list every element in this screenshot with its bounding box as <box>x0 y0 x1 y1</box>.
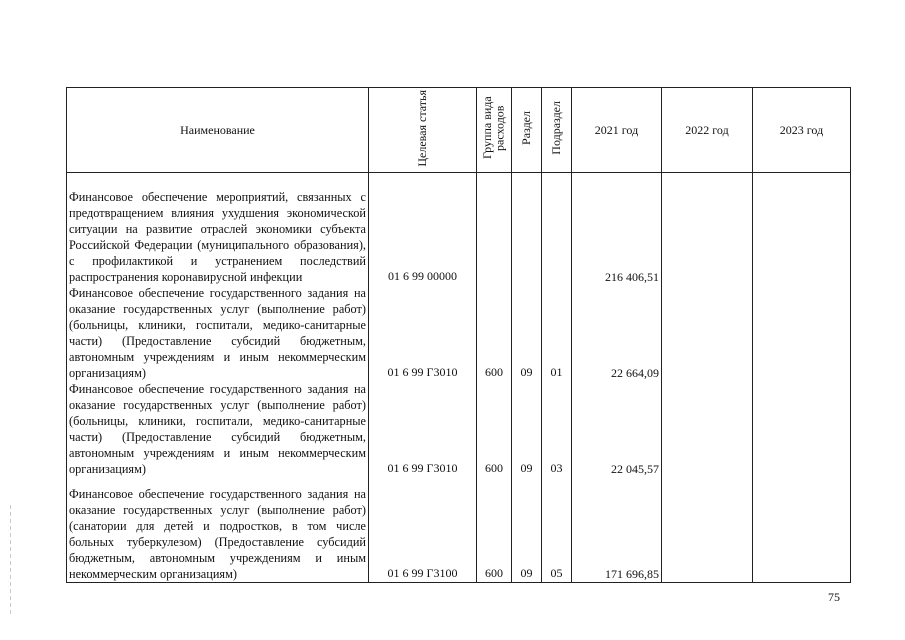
header-row <box>67 88 851 173</box>
header-section: Раздел <box>512 88 542 173</box>
row-target-article: 01 6 99 Г3100 <box>369 477 477 583</box>
header-subsection: Подраздел <box>542 88 572 173</box>
row-name: Финансовое обеспечение мероприятий, связанных с предотвращением влияния ухудшения экономической ситуации на развитие отраслей экономики субъекта Российской Федерации (муниципального образования), с профилактикой и устранением последствий распространения коронавирусной инфекции <box>67 173 369 285</box>
row-expense-group: 600 <box>477 285 512 381</box>
row-2022 <box>662 285 753 381</box>
header-expense-group: Группа вида расходов <box>477 88 512 173</box>
row-2021: 216 406,51 <box>572 173 662 285</box>
row-section: 09 <box>512 285 542 381</box>
row-2023 <box>753 173 851 285</box>
row-2021: 22 664,09 <box>572 285 662 381</box>
row-2022 <box>662 381 753 477</box>
row-section: 09 <box>512 477 542 583</box>
row-2023 <box>753 285 851 381</box>
table-row <box>67 381 851 477</box>
header-target-article: Целевая статья <box>369 88 477 173</box>
row-target-article: 01 6 99 Г3010 <box>369 381 477 477</box>
budget-table <box>66 87 851 583</box>
row-2021: 171 696,85 <box>572 477 662 583</box>
row-2022 <box>662 477 753 583</box>
row-expense-group: 600 <box>477 477 512 583</box>
header-2023: 2023 год <box>753 88 851 173</box>
scan-margin-line <box>10 505 11 615</box>
header-name: Наименование <box>67 88 369 173</box>
row-2022 <box>662 173 753 285</box>
row-name: Финансовое обеспечение государственного задания на оказание государственных услуг (выполнение работ) (санатории для детей и подростков, в том числе больных туберкулезом) (Предоставление субсидий бюджетным, автономным учреждениям и иным некоммерческим организациям) <box>67 477 369 583</box>
page-number: 75 <box>828 590 840 604</box>
row-subsection: 03 <box>542 381 572 477</box>
table-row <box>67 173 851 285</box>
row-target-article: 01 6 99 00000 <box>369 173 477 285</box>
row-subsection: 01 <box>542 285 572 381</box>
header-2022: 2022 год <box>662 88 753 173</box>
row-expense-group: 600 <box>477 381 512 477</box>
table-row <box>67 477 851 583</box>
row-name: Финансовое обеспечение государственного задания на оказание государственных услуг (выполнение работ) (больницы, клиники, госпитали, медико-санитарные части) (Предоставление субсидий бюджетным, автономным учреждениям и иным некоммерческим организациям) <box>67 381 369 477</box>
row-target-article: 01 6 99 Г3010 <box>369 285 477 381</box>
row-2023 <box>753 477 851 583</box>
header-2021: 2021 год <box>572 88 662 173</box>
row-subsection <box>542 173 572 285</box>
row-section: 09 <box>512 381 542 477</box>
row-expense-group <box>477 173 512 285</box>
row-name: Финансовое обеспечение государственного задания на оказание государственных услуг (выполнение работ) (больницы, клиники, госпитали, медико-санитарные части) (Предоставление субсидий бюджетным, автономным учреждениям и иным некоммерческим организациям) <box>67 285 369 381</box>
row-2021: 22 045,57 <box>572 381 662 477</box>
table-row <box>67 285 851 381</box>
row-subsection: 05 <box>542 477 572 583</box>
row-2023 <box>753 381 851 477</box>
row-section <box>512 173 542 285</box>
